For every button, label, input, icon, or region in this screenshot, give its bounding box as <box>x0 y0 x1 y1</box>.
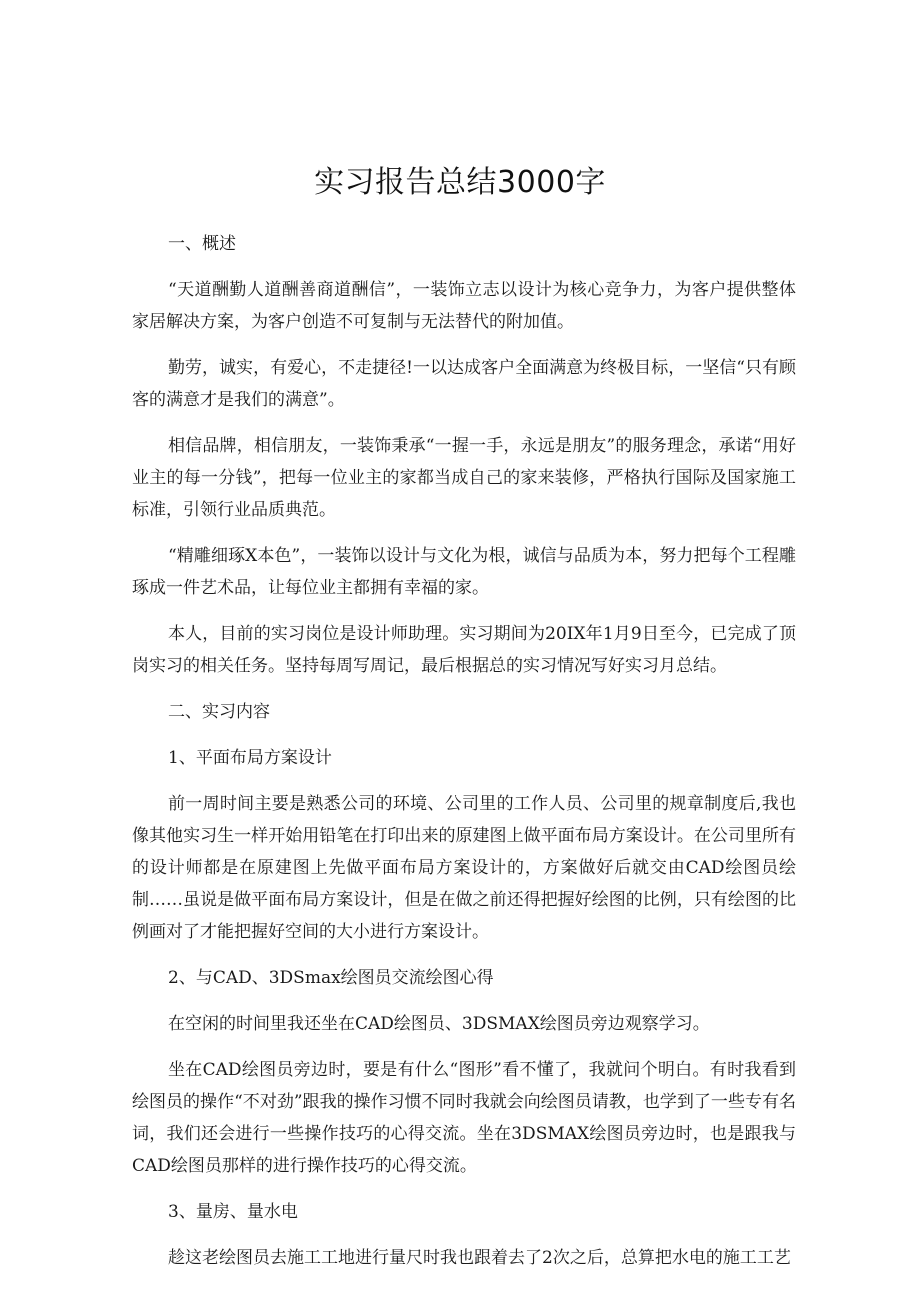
document-title: 实习报告总结3000字 <box>314 165 606 200</box>
subsection-heading-1: 1、平面布局方案设计 <box>168 748 332 768</box>
paragraph-9: 趁这老绘图员去施工工地进行量尺时我也跟着去了2次之后，总算把水电的施工工艺 <box>168 1248 791 1268</box>
paragraph-4: “精雕细琢X本色”，一装饰以设计与文化为根，诚信与品质为本，努力把每个工程雕琢成一件艺术品，让每位业主都拥有幸福的家。 <box>132 546 796 598</box>
paragraph-6: 前一周时间主要是熟悉公司的环境、公司里的工作人员、公司里的规章制度后,我也像其他实习生一样开始用铅笔在打印出来的原建图上做平面布局方案设计。在公司里所有的设计师都是在原建图上先做平面布局方案设计的，方案做好后就交由CAD绘图员绘制……虽说是做平面布局方案设计，但是在做之前还得把握好绘图的比例，只有绘图的比例画对了才能把握好空间的大小进行方案设计。 <box>132 794 796 942</box>
subsection-heading-2: 2、与CAD、3DSmax绘图员交流绘图心得 <box>168 968 494 988</box>
paragraph-8: 坐在CAD绘图员旁边时，要是有什么“图形”看不懂了，我就问个明白。有时我看到绘图员的操作“不对劲”跟我的操作习惯不同时我就会向绘图员请教，也学到了一些专有名词，我们还会进行一些操作技巧的心得交流。坐在3DSMAX绘图员旁边时，也是跟我与CAD绘图员那样的进行操作技巧的心得交流。 <box>132 1060 796 1176</box>
subsection-heading-3: 3、量房、量水电 <box>168 1202 298 1222</box>
paragraph-3: 相信品牌，相信朋友，一装饰秉承“一握一手，永远是朋友”的服务理念，承诺“用好业主的每一分钱”，把每一位业主的家都当成自己的家来装修，严格执行国际及国家施工标准，引领行业品质典范。 <box>132 436 796 520</box>
document-body <box>132 228 796 1288</box>
paragraph-5: 本人，目前的实习岗位是设计师助理。实习期间为20IX年1月9日至今，已完成了顶岗实习的相关任务。坚持每周写周记，最后根据总的实习情况写好实习月总结。 <box>132 624 796 676</box>
paragraph-7: 在空闲的时间里我还坐在CAD绘图员、3DSMAX绘图员旁边观察学习。 <box>168 1014 710 1034</box>
section-heading-overview: 一、概述 <box>168 234 236 254</box>
paragraph-1: “天道酬勤人道酬善商道酬信”，一装饰立志以设计为核心竞争力，为客户提供整体家居解决方案，为客户创造不可复制与无法替代的附加值。 <box>132 280 796 332</box>
section-heading-content: 二、实习内容 <box>168 702 270 722</box>
paragraph-2: 勤劳，诚实，有爱心，不走捷径!一以达成客户全面满意为终极目标，一坚信“只有顾客的满意才是我们的满意”。 <box>132 358 796 410</box>
